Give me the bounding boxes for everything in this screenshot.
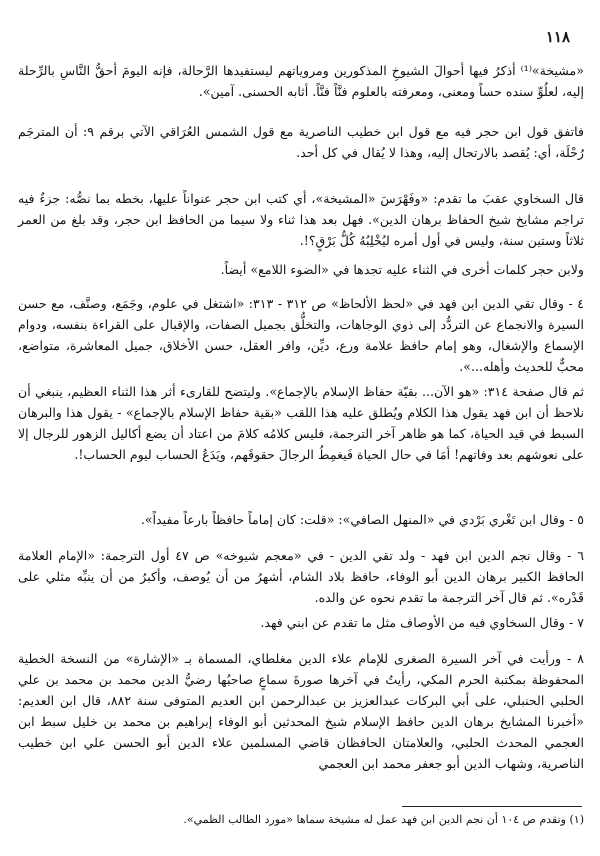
- paragraph-4: ولابن حجر كلمات أخرى في الثناء عليه تجدها في «الضوء اللامع» أيضاً.: [220, 262, 584, 277]
- footnote-separator: [402, 806, 582, 807]
- paragraph-item-4: ٤ - وقال تقي الدين ابن فهد في «لحظ الألحاظ» ص ٣١٢ - ٣١٣: «اشتغل في علوم، وجَمَع، وصنَّف، مع حسن السيرة والانجماع عن التردُّد إلى ذوي الوجاهات، والتخلُّق بجميل الصفات، والإقبال على القراءة بنفسه، ودوام الإسماع والإشغال، وهو إمام حافظ علامة ورع، ديِّن، وافر العقل، حسن الأخلاق، جميل المعاشرة، متواضع، محبٌّ للحديث وأهله...».: [18, 296, 584, 374]
- paragraph-item-8: ٨ - ورأيت في آخر السيرة الصغرى للإمام علاء الدين مغلطاي، المسماة بـ «الإشارة» من النسخة الخطية المحفوظة بمكتبة الحرم المكي، رأيتُ في آخرها صورةَ سماعٍ صاحبُها رضيُّ الدين محمد بن محمد بن علي الحلبي الحنبلي، على أبي البركات عبدالعزيز بن عبدالرحمن ابن العديم المتوفى سنة ٨٨٢، قال ابن العديم: «أخبرنا المشايخ برهان الدين حافظ الإسلام شيخ المحدثين أبو الوفاء إبراهيم بن محمد بن خليل سبط ابن العجمي المحدث الحلبي، والعلامتان الحافظان قاضي المسلمين علاء الدين أبو الحسن علي ابن خطيب الناصرية، وشهاب الدين أبو جعفر محمد ابن العجمي: [18, 651, 584, 771]
- paragraph-1: «مشيخة»⁽¹⁾ أذكرُ فيها أحوالَ الشيوخِ المذكورين ومروياتهم ليستفيدها الرَّحالة، فإنه اليومَ أحقُّ النَّاسِ بالرِّحلة إليه، لعلُوِّ سنده حساً ومعنى، ومعرفته بالعلوم فنَّاً فنَّاً. أثابه الحسنى. آمين».: [18, 63, 584, 99]
- page-number: ١١٨: [545, 28, 570, 46]
- paragraph-3: قال السخاوي عقبَ ما تقدم: «وفَهْرَسَ «المشيخة»، أي كتب ابن حجر عنواناً عليها، بخطه بما نصُّه: جزءٌ فيه تراجم مشايخ شيخ الحفاظ برهان الدين». فهل بعد هذا ثناء ولا سيما من الحافظ ابن حجر، وقد بلغ من العمر ثلاثاً وستين سنة، وليس في أول أمره ليُخْلِبُهُ كُلُّ بَرْقٍ؟!.: [18, 191, 584, 248]
- paragraph-item-6: ٦ - وقال نجم الدين ابن فهد - ولد تقي الدين - في «معجم شيوخه» ص ٤٧ أول الترجمة: «الإمام العلامة الحافظ الكبير برهان الدين أبو الوفاء، حافظ بلاد الشام، أشهرُ من أن يُوصف، وأكبرُ من أن ينبِّه مثلي على قَدْره». ثم قال آخر الترجمة ما تقدم نحوه عن والده.: [18, 548, 584, 605]
- paragraph-item-7: ٧ - وقال السخاوي فيه من الأوصاف مثل ما تقدم عن ابني فهد.: [260, 615, 584, 630]
- paragraph-2: فاتفق قول ابن حجر فيه مع قول ابن خطيب الناصرية مع قول الشمس العُرَاقي الآتي برقم ٩: أن المترجَم رُحْلَة، أي: يُقصد بالارتحال إليه، وهذا لا يُقال في كل أحد.: [18, 124, 584, 160]
- paragraph-continuation: ثم قال صفحة ٣١٤: «هو الآن... بقيّة حفاظ الإسلام بالإجماع». وليتضح للقارىء أثر هذا الثناء العظيم، ينبغي أن نلاحظ أن ابن فهد يقول هذا الكلام ويُطلق عليه هذا اللقب «بقية حفاظ الإسلام بالإجماع» - يقول هذا والبرهان السبط في قيد الحياة، كما هو ظاهر آخر الترجمة، فليس كلامُه كلامَ من اعتاد أن يضع أكاليل الزهور للرجال إلا على نعوشهم بعد وفاتهم! أمَا في حال الحياة فَيغمِطُ الرجالَ حقوقَهم، ويَدَعُ الحساب ليوم الحساب!.: [18, 384, 584, 462]
- footnote: (١) وتقدم ص ١٠٤ أن نجم الدين ابن فهد عمل له مشيخة سماها «مورد الطالب الظمي».: [183, 813, 584, 826]
- paragraph-item-5: ٥ - وقال ابن تَغْري بَرْدي في «المنهل الصافي»: «قلت: كان إماماً حافظاً بارعاً مفيداً».: [140, 512, 584, 527]
